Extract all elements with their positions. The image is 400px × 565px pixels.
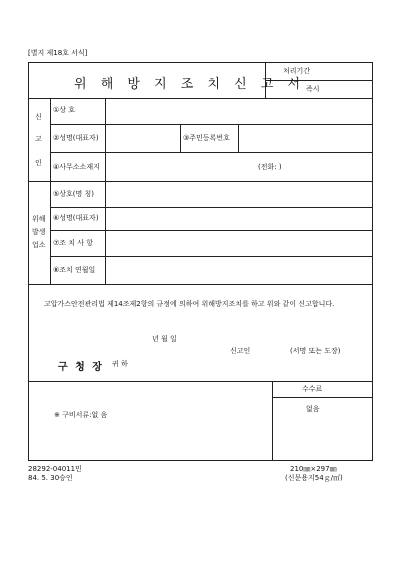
form-title: 위 해 방 지 조 치 신 고 서 xyxy=(74,77,306,92)
addressee: 구 청 장 xyxy=(58,362,104,373)
paper-type: (신문용지54ｇ/㎡) xyxy=(285,474,343,482)
hazard-trade-name-label: ⑤상호(명 칭) xyxy=(53,190,95,198)
signature-label: (서명 또는 도장) xyxy=(290,347,341,355)
processing-period-value: 즉시 xyxy=(306,85,320,93)
declaration-statement: 고압가스안전관리법 제14조제2항의 규정에 의하여 위해방지조치를 하고 위와 같이 신고합니다. xyxy=(44,300,335,308)
form-code: 28292-04011민 xyxy=(28,465,82,473)
addressee-suffix: 귀 하 xyxy=(112,360,128,368)
signer-label: 신고인 xyxy=(230,347,251,355)
phone-label: (전화: ) xyxy=(258,163,282,171)
fee-label: 수수료 xyxy=(302,385,323,393)
hazard-name-label: ⑥성명(대표자) xyxy=(53,214,99,222)
date-line: 년 월 일 xyxy=(152,335,177,343)
office-address-label: ④사무소소재지 xyxy=(53,163,100,171)
processing-period-label: 처리기간 xyxy=(283,67,311,75)
form-number: [별지 제18호 서식] xyxy=(28,49,88,57)
resident-number-label: ③주민등록번호 xyxy=(183,134,230,142)
measures-label: ⑦조 치 사 항 xyxy=(53,239,93,247)
approval-date: 84. 5. 30승인 xyxy=(28,474,73,482)
paper-size: 210㎜×297㎜ xyxy=(290,465,337,473)
measure-date-label: ⑧조치 연월일 xyxy=(53,266,96,274)
declarant-trade-name-label: ①상 호 xyxy=(53,106,76,114)
attachments-note: ※ 구비서류:없 음 xyxy=(54,411,108,419)
fee-value: 없음 xyxy=(306,405,320,413)
declarant-name-label: ②성명(대표자) xyxy=(53,134,99,142)
